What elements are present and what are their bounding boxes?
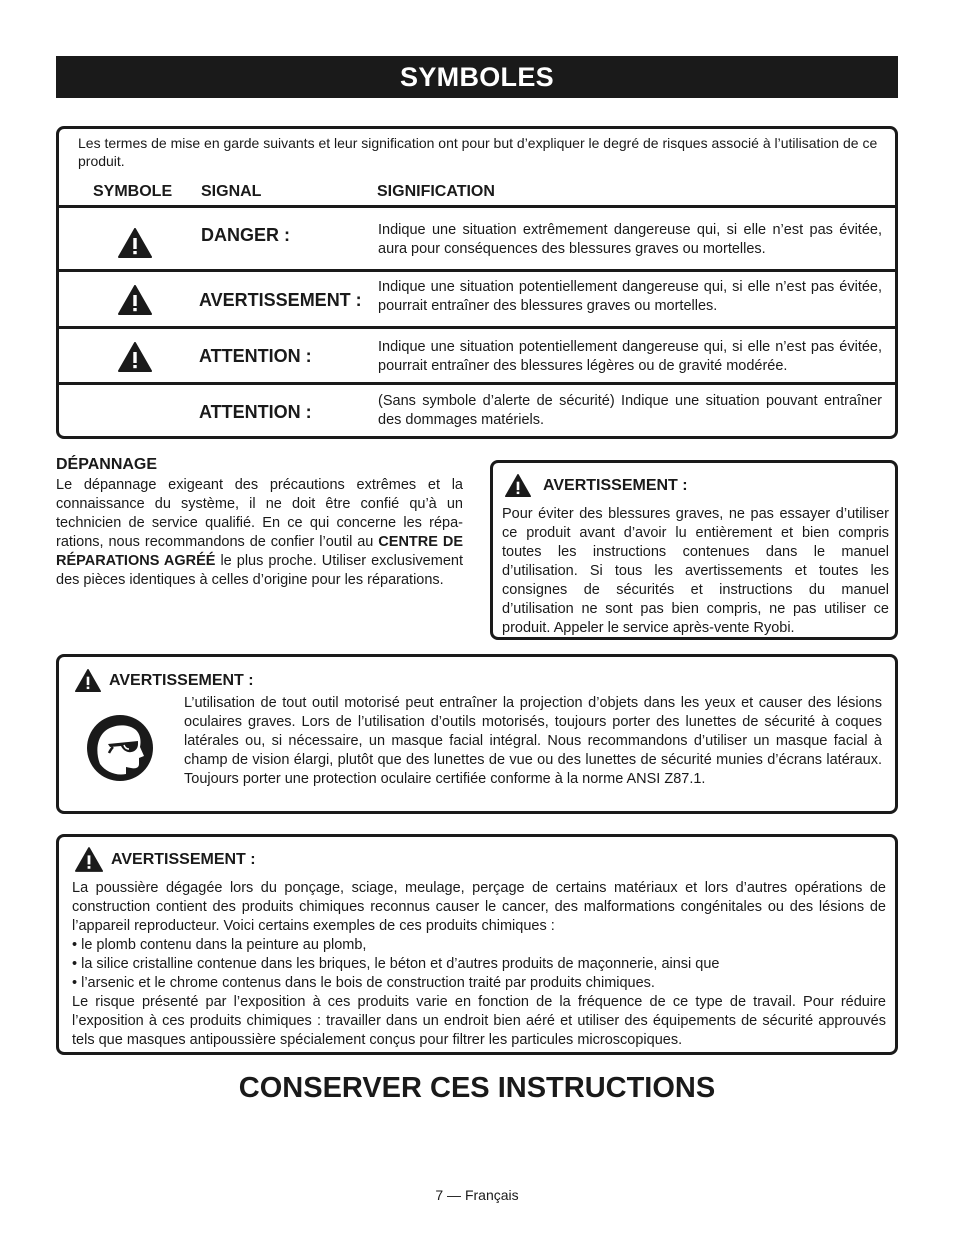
symbol-row-danger [59,205,895,269]
warning-dust-bullet: • l’arsenic et le chrome contenus dans le bois de construction traité par produits chimiques. [72,975,655,991]
warning-triangle-icon [505,474,531,497]
depannage-text-bold: CENTRE DE RÉPARATIONS AGRÉÉ [56,534,463,569]
warning-triangle-icon [75,669,101,692]
warning-dust-outro: Le risque présenté par l’exposition à ces produits varie en fonction de la fréquence de ce type de travail. Pour réduire l’exposition à ces produits chimiques : travailler dans un endroit bien aéré et utiliser des équipements de sécurité approuvés tels que masques antipoussière spécialement conçus pour filtrer les particules microscopiques. [72,994,886,1048]
warning-dust-header [75,847,256,872]
warning-eye-text: L’utilisation de tout outil motorisé peut entraîner la projection d’objets dans les yeux et causer des lésions oculaires graves. Lors de l’utilisation d’outils motorisés, toujours porter des lunettes de sécurité à coques latérales ou, si nécessaire, un masque facial intégral. Nous recommandons d’utiliser un masque facial à champ de vision élargi, plutôt que des lunettes de vue ou des lunettes de sécurité munies d’écrans latéraux. Toujours porter une protection oculaire certifiée conforme à la norme ANSI Z87.1. [184,695,882,787]
warning-dust-bullet: • la silice cristalline contenue dans les briques, le béton et d’autres produits de maçonnerie, ainsi que [72,956,720,972]
warning-triangle-icon [118,342,152,372]
depannage-text [56,476,463,590]
warning-service-box [490,460,898,640]
warning-triangle-icon [118,285,152,315]
header-meaning: SIGNIFICATION [377,183,495,200]
warning-eye-label: AVERTISSEMENT : [109,671,254,689]
warning-eye-box [56,654,898,814]
warning-service-text: Pour éviter des blessures graves, ne pas essayer d’utiliser ce produit avant d’avoir lu entièrement et bien compris toutes les instructions contenues dans le manuel d’utilisation. Si tous les avertissements et toutes les consignes de sécurités et instructions du manuel d’utilisation ne sont pas bien compris, ne pas utiliser ce produit. Appeler le service après-vente Ryobi. [502,506,889,636]
page-footer: 7 — Français [435,1187,519,1203]
meaning-property: (Sans symbole d’alerte de sécurité) Indique une situation pouvant entraîner des dommages matériels. [378,393,882,428]
symbol-row-property [59,382,895,436]
meaning-danger: Indique une situation extrêmement dangereuse qui, si elle n’est pas évitée, aura pour conséquences des blessures graves ou mortelles. [378,222,882,257]
signal-property: ATTENTION : [199,402,312,422]
symbol-row-warning [59,269,895,326]
header-symbol: SYMBOLE [93,183,173,200]
warning-service-header [505,474,688,497]
depannage-title: DÉPANNAGE [56,456,158,473]
symbol-row-caution [59,326,895,382]
warning-eye-header [75,669,254,692]
depannage-text-a: Le dépannage exigeant des précautions extrêmes et la connaissance du système, il ne doit être confié qu’à un technicien de service qualifié. En ce qui concerne les réparations, nous recommandons de confier l’outil au [56,477,463,550]
conserver-heading: CONSERVER CES INSTRUCTIONS [238,1072,716,1104]
signal-caution: ATTENTION : [199,346,312,366]
page-title: SYMBOLES [56,56,898,98]
safety-glasses-icon [86,714,154,782]
header-signal: SIGNAL [201,183,262,200]
warning-triangle-icon [118,228,152,258]
warning-dust-text [72,879,886,1050]
signal-danger: DANGER : [201,225,290,245]
warning-service-label: AVERTISSEMENT : [543,476,688,494]
meaning-caution: Indique une situation potentiellement dangereuse qui, si elle n’est pas évitée, pourrait entraîner des blessures légères ou de gravité modérée. [378,339,882,374]
warning-dust-bullet: • le plomb contenu dans la peinture au plomb, [72,937,367,953]
signal-warning: AVERTISSEMENT : [199,290,362,310]
meaning-warning: Indique une situation potentiellement dangereuse qui, si elle n’est pas évitée, pourrait entraîner des blessures graves ou mortelles. [378,279,882,314]
warning-dust-box [56,834,898,1055]
warning-triangle-icon [75,847,103,872]
symbols-intro: Les termes de mise en garde suivants et leur signification ont pour but d’expliquer le degré de risques associé à l’utilisation de ce produit. [78,135,878,169]
warning-dust-label: AVERTISSEMENT : [111,850,256,868]
symbols-table [56,126,898,439]
warning-dust-intro: La poussière dégagée lors du ponçage, sciage, meulage, perçage de certains matériaux et lors d’autres opérations de construction contient des produits chimiques reconnus causer le cancer, des malformations congénitales ou des lésions de l’appareil reproducteur. Voici certains exemples de ces produits chimiques : [72,880,886,934]
depannage-text-b: le plus proche. Utiliser exclusivement des pièces identiques à celles d’origine pour les réparations. [56,553,463,588]
